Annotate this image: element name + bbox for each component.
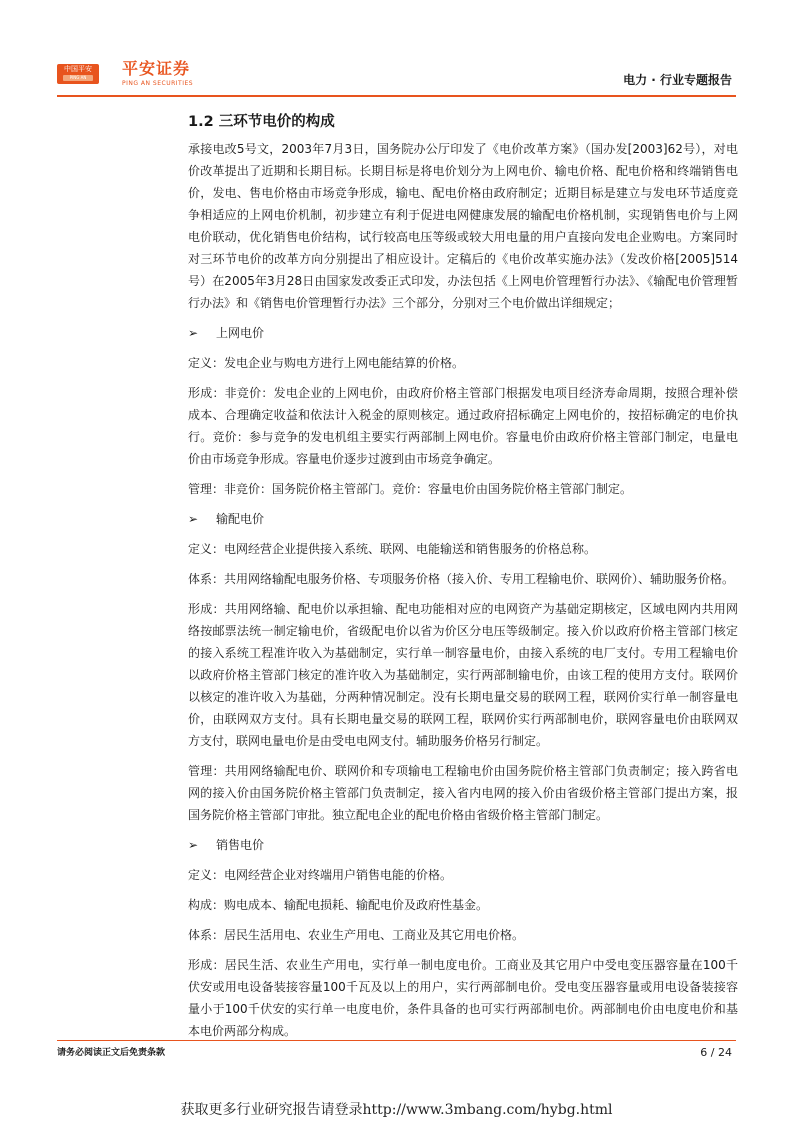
- disclaimer-text: 请务必阅读正文后免责条款: [57, 1048, 166, 1058]
- bullet-heading: [188, 322, 738, 344]
- body-paragraph: 定义：电网经营企业提供接入系统、联网、电能输送和销售服务的价格总称。: [188, 542, 597, 556]
- bullet-label: 输配电价: [216, 512, 265, 526]
- intro-paragraph: 承接电改5号文，2003年7月3日，国务院办公厅印发了《电价改革方案》（国办发[2003]62号），对电价改革提出了近期和长期目标。长期目标是将电价划分为上网电价、输电价格、配电价格和终端销售电价，发电、售电价格由市场竞争形成，输电、配电价格由政府制定；近期目标是建立与发电环节适度竞争相适应的上网电价机制，初步建立有利于促进电网健康发展的输配电价格机制，实现销售电价与上网电价联动，优化销售电价结构，试行较高电压等级或较大用电量的用户直接向发电企业购电。方案同时对三环节电价的改革方向分别提出了相应设计。定稿后的《电价改革实施办法》（发改价格[2005]514号）在2005年3月28日由国家发改委正式印发，办法包括《上网电价管理暂行办法》、《输配电价管理暂行办法》和《销售电价管理暂行办法》三个部分，分别对三个电价做出详细规定；: [188, 142, 738, 310]
- footer-divider: [57, 1040, 736, 1041]
- brand-name-en: PING AN SECURITIES: [122, 80, 194, 87]
- bullet-heading: [188, 508, 738, 530]
- section-blocks: [188, 322, 738, 1042]
- main-content: [188, 112, 738, 1050]
- body-paragraph: 构成：购电成本、输配电损耗、输配电价及政府性基金。: [188, 898, 489, 912]
- arrow-bullet-icon: ➢: [188, 326, 199, 340]
- header-divider: [57, 95, 736, 97]
- body-paragraph: 管理：共用网络输配电价、联网价和专项输电工程输电价由国务院价格主管部门负责制定；接入跨省电网的接入价由国务院价格主管部门负责制定，接入省内电网的接入价由省级价格主管部门提出方案，报国务院价格主管部门审批。独立配电企业的配电价格由省级价格主管部门制定。: [188, 764, 738, 822]
- body-paragraph: 形成：共用网络输、配电价以承担输、配电功能相对应的电网资产为基础定期核定，区域电网内共用网络按邮票法统一制定输电价，省级配电价以省为价区分电压等级制定。接入价以政府价格主管部门核定的接入系统工程准许收入为基础制定，实行单一制容量电价，由接入系统的电厂支付。专用工程输电价以政府价格主管部门核定的准许收入为基础制定，实行两部制输电价，由该工程的使用方支付。联网价以核定的准许收入为基础，分两种情况制定。没有长期电量交易的联网工程，联网价实行单一制容量电价，由联网双方支付。具有长期电量交易的联网工程，联网价实行两部制电价，联网容量电价由联网双方支付，联网电量电价是由受电电网支付。辅助服务价格另行制定。: [188, 602, 738, 748]
- brand-name: 平安证券: [122, 59, 191, 78]
- body-paragraph: 体系：共用网络输配电服务价格、专项服务价格（接入价、专用工程输电价、联网价）、辅助服务价格。: [188, 572, 735, 586]
- section-title: 1.2 三环节电价的构成: [188, 114, 335, 130]
- bullet-heading: [188, 834, 738, 856]
- page-header: [0, 0, 793, 100]
- bullet-label: 上网电价: [216, 326, 265, 340]
- logo-text: 中国平安: [64, 65, 92, 73]
- body-paragraph: 形成：非竞价：发电企业的上网电价，由政府价格主管部门根据发电项目经济寿命周期，按照合理补偿成本、合理确定收益和依法计入税金的原则核定。通过政府招标确定上网电价的，按招标确定的电价执行。竞价：参与竞争的发电机组主要实行两部制上网电价。容量电价由政府价格主管部门制定，电量电价由市场竞争形成。容量电价逐步过渡到由市场竞争确定。: [188, 386, 738, 466]
- body-paragraph: 定义：电网经营企业对终端用户销售电能的价格。: [188, 868, 453, 882]
- body-paragraph: 体系：居民生活用电、农业生产用电、工商业及其它用电价格。: [188, 928, 525, 942]
- watermark-text: 获取更多行业研究报告请登录http://www.3mbang.com/hybg.html: [180, 1102, 613, 1118]
- bullet-label: 销售电价: [216, 838, 265, 852]
- page-number: 6 / 24: [700, 1046, 732, 1059]
- pingan-logo-icon: [57, 64, 99, 84]
- arrow-bullet-icon: ➢: [188, 838, 199, 852]
- body-paragraph: 定义：发电企业与购电方进行上网电能结算的价格。: [188, 356, 465, 370]
- arrow-bullet-icon: ➢: [188, 512, 199, 526]
- logo-subtext: PING AN: [63, 75, 93, 81]
- body-paragraph: 形成：居民生活、农业生产用电，实行单一制电度电价。工商业及其它用户中受电变压器容量在100千伏安或用电设备装接容量100千瓦及以上的用户，实行两部制电价。受电变压器容量或用电设备装接容量小于100千伏安的实行单一电度电价，条件具备的也可实行两部制电价。两部制电价由电度电价和基本电价两部分构成。: [188, 958, 738, 1038]
- report-title: 电力 · 行业专题报告: [623, 73, 732, 87]
- body-paragraph: 管理：非竞价：国务院价格主管部门。竞价：容量电价由国务院价格主管部门制定。: [188, 482, 633, 496]
